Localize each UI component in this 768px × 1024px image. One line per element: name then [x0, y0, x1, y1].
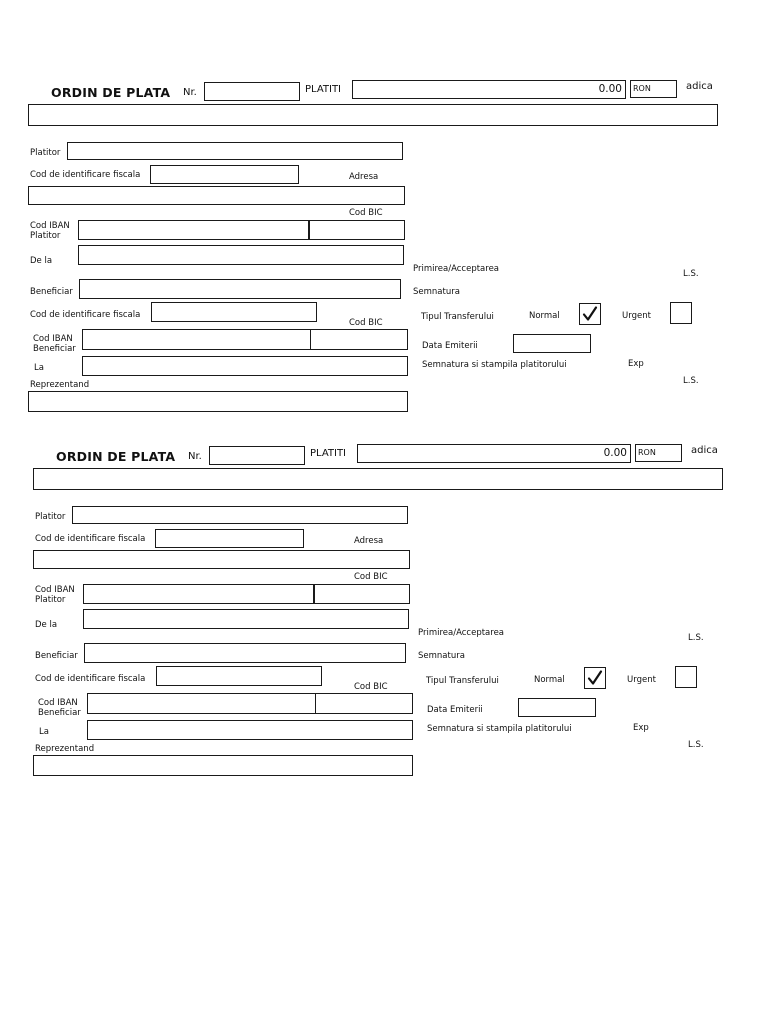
amount-words-field[interactable] [33, 468, 723, 490]
amount-words-field[interactable] [28, 104, 718, 126]
tipul-transferului-label: Tipul Transferului [421, 312, 494, 322]
bic-platitor-field[interactable] [314, 584, 410, 604]
adica-label: adica [686, 81, 713, 92]
check-mark-icon [586, 669, 604, 687]
de-la-label: De la [30, 256, 53, 266]
exp-label: Exp [633, 723, 649, 733]
cif-label: Cod de identificare fiscala [30, 170, 141, 180]
cif-field[interactable] [150, 165, 299, 184]
la-field[interactable] [82, 356, 408, 376]
la-field[interactable] [87, 720, 413, 740]
de-la-field[interactable] [83, 609, 409, 629]
reprezentand-label: Reprezentand [30, 380, 90, 390]
cif-benef-field[interactable] [151, 302, 317, 322]
nr-field[interactable] [209, 446, 305, 465]
la-label: La [34, 363, 44, 373]
amount-field[interactable]: 0.00 [357, 444, 631, 463]
form-title: ORDIN DE PLATA [51, 85, 171, 100]
semnatura-label: Semnatura [418, 651, 465, 661]
beneficiar-label: Beneficiar [35, 651, 78, 661]
iban-benef-field[interactable] [87, 693, 413, 714]
data-emiterii-label: Data Emiterii [422, 341, 478, 351]
adresa-field[interactable] [33, 550, 410, 569]
currency-field[interactable]: RON [635, 444, 682, 462]
platiti-label: PLATITI [305, 84, 342, 95]
adresa-field[interactable] [28, 186, 405, 205]
cif-label: Cod de identificare fiscala [35, 534, 146, 544]
cod-bic-label: Cod BIC [354, 572, 388, 582]
beneficiar-field[interactable] [79, 279, 401, 299]
iban-platitor-field[interactable] [83, 584, 314, 604]
ls-label: L.S. [688, 633, 704, 643]
ls-label: L.S. [683, 269, 699, 279]
cif-benef-field[interactable] [156, 666, 322, 686]
de-la-field[interactable] [78, 245, 404, 265]
nr-label: Nr. [188, 451, 202, 462]
cif-field[interactable] [155, 529, 304, 548]
iban-platitor-label: Cod IBAN [30, 221, 70, 231]
primirea-label: Primirea/Acceptarea [413, 264, 500, 274]
iban-platitor-label: Cod IBAN [35, 585, 75, 595]
iban-benef-label: Cod IBAN [38, 698, 78, 708]
iban-platitor-label-2: Platitor [30, 231, 61, 241]
reprezentand-label: Reprezentand [35, 744, 95, 754]
semnatura-stampila-label: Semnatura si stampila platitorului [422, 360, 567, 370]
cif-benef-label: Cod de identificare fiscala [30, 310, 141, 320]
adica-label: adica [691, 445, 718, 456]
urgent-checkbox[interactable] [670, 302, 692, 324]
beneficiar-field[interactable] [84, 643, 406, 663]
reprezentand-field[interactable] [28, 391, 408, 412]
platitor-field[interactable] [72, 506, 408, 524]
iban-benef-label-2: Beneficiar [38, 708, 81, 718]
de-la-label: De la [35, 620, 58, 630]
urgent-label: Urgent [627, 675, 656, 685]
ls-label-2: L.S. [688, 740, 704, 750]
form-title: ORDIN DE PLATA [56, 449, 176, 464]
data-emiterii-field[interactable] [518, 698, 596, 717]
platitor-field[interactable] [67, 142, 403, 160]
reprezentand-field[interactable] [33, 755, 413, 776]
platitor-label: Platitor [35, 512, 66, 522]
platiti-label: PLATITI [310, 448, 347, 459]
nr-label: Nr. [183, 87, 197, 98]
platitor-label: Platitor [30, 148, 61, 158]
nr-field[interactable] [204, 82, 300, 101]
adresa-label: Adresa [349, 172, 379, 182]
payment-order-form-1 [0, 72, 768, 417]
iban-bic-divider [310, 330, 311, 349]
iban-benef-label: Cod IBAN [33, 334, 73, 344]
cod-bic-benef-label: Cod BIC [354, 682, 388, 692]
ls-label-2: L.S. [683, 376, 699, 386]
urgent-checkbox[interactable] [675, 666, 697, 688]
data-emiterii-label: Data Emiterii [427, 705, 483, 715]
cod-bic-benef-label: Cod BIC [349, 318, 383, 328]
iban-bic-divider [315, 694, 316, 713]
cif-benef-label: Cod de identificare fiscala [35, 674, 146, 684]
primirea-label: Primirea/Acceptarea [418, 628, 505, 638]
iban-benef-field[interactable] [82, 329, 408, 350]
normal-label: Normal [529, 311, 560, 321]
adresa-label: Adresa [354, 536, 384, 546]
cod-bic-label: Cod BIC [349, 208, 383, 218]
iban-platitor-field[interactable] [78, 220, 309, 240]
payment-order-form-2 [5, 436, 768, 781]
normal-label: Normal [534, 675, 565, 685]
la-label: La [39, 727, 49, 737]
amount-field[interactable]: 0.00 [352, 80, 626, 99]
exp-label: Exp [628, 359, 644, 369]
check-mark-icon [581, 305, 599, 323]
semnatura-label: Semnatura [413, 287, 460, 297]
semnatura-stampila-label: Semnatura si stampila platitorului [427, 724, 572, 734]
tipul-transferului-label: Tipul Transferului [426, 676, 499, 686]
normal-checkbox[interactable] [579, 303, 601, 325]
bic-platitor-field[interactable] [309, 220, 405, 240]
urgent-label: Urgent [622, 311, 651, 321]
normal-checkbox[interactable] [584, 667, 606, 689]
currency-field[interactable]: RON [630, 80, 677, 98]
beneficiar-label: Beneficiar [30, 287, 73, 297]
iban-platitor-label-2: Platitor [35, 595, 66, 605]
iban-benef-label-2: Beneficiar [33, 344, 76, 354]
data-emiterii-field[interactable] [513, 334, 591, 353]
